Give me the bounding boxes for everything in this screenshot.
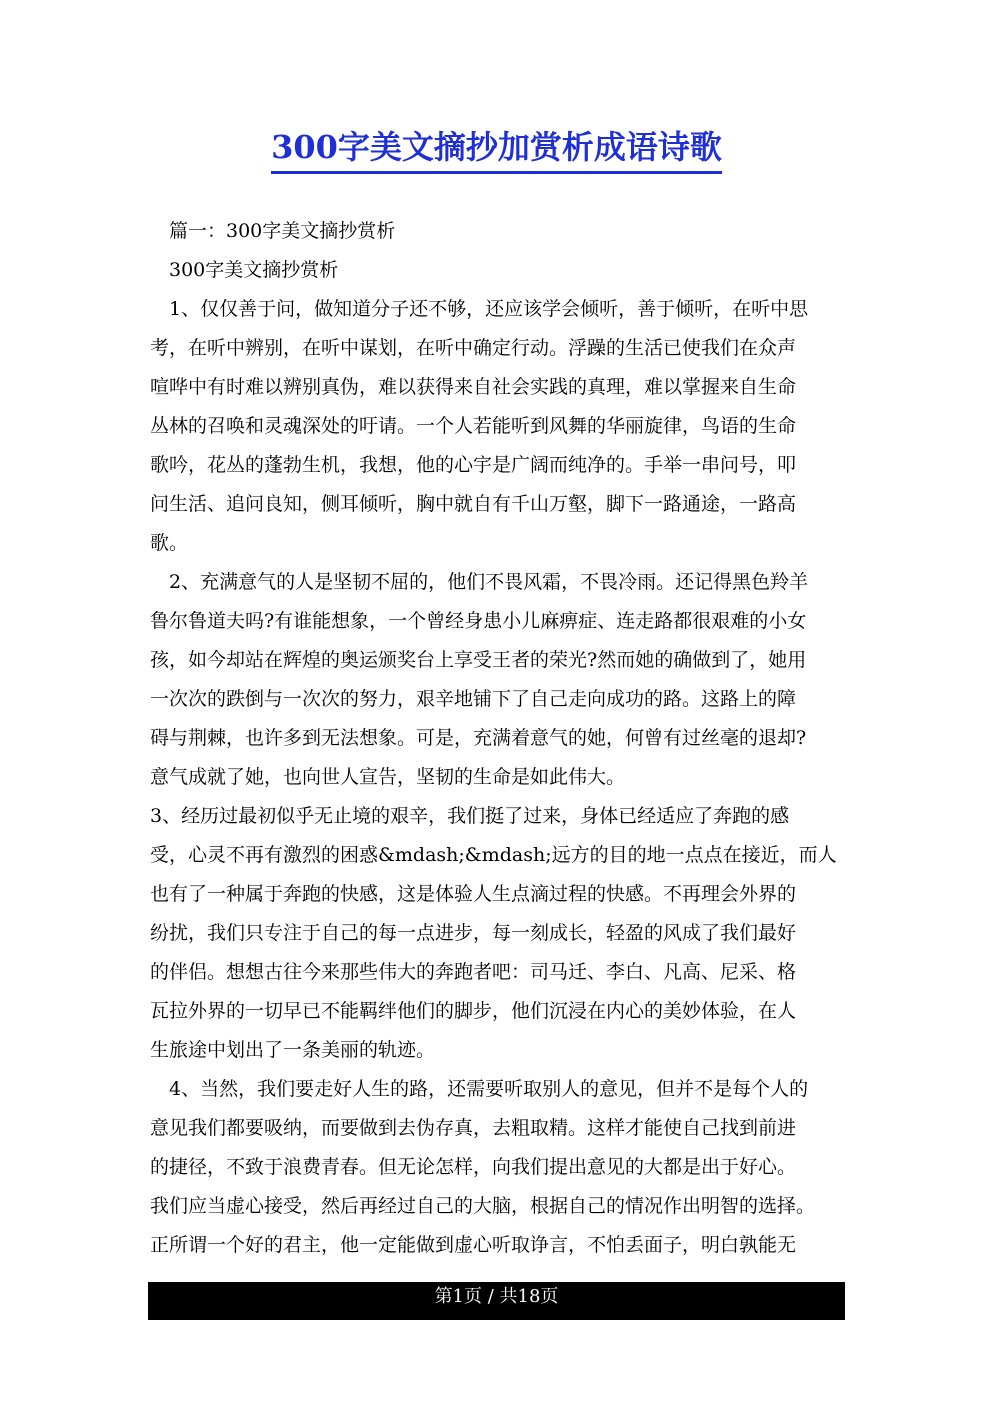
- body-line: 歌吟，花丛的蓬勃生机，我想，他的心宇是广阔而纯净的。手举一串问号，叩: [150, 454, 797, 476]
- body-line: 篇一：300字美文摘抄赏析: [150, 220, 396, 242]
- body-line: 喧哗中有时难以辨别真伪，难以获得来自社会实践的真理，难以掌握来自生命: [150, 376, 797, 398]
- body-line: 生旅途中划出了一条美丽的轨迹。: [150, 1039, 436, 1061]
- body-line: 歌。: [150, 532, 189, 554]
- body-line: 丛林的召唤和灵魂深处的吁请。一个人若能听到风舞的华丽旋律，鸟语的生命: [150, 415, 797, 437]
- body-line: 瓦拉外界的一切早已不能羁绊他们的脚步，他们沉浸在内心的美妙体验，在人: [150, 1000, 797, 1022]
- body-line: 4、当然，我们要走好人生的路，还需要听取别人的意见，但并不是每个人的: [150, 1078, 809, 1100]
- page-number: 第1页 / 共18页: [434, 1286, 559, 1307]
- body-line: 考，在听中辨别，在听中谋划，在听中确定行动。浮躁的生活已使我们在众声: [150, 337, 797, 359]
- body-line: 的伴侣。想想古往今来那些伟大的奔跑者吧：司马迁、李白、凡高、尼采、格: [150, 961, 797, 983]
- body-line: 我们应当虚心接受，然后再经过自己的大脑，根据自己的情况作出明智的选择。: [150, 1195, 816, 1217]
- document-body: [150, 212, 844, 1265]
- body-line: 意气成就了她，也向世人宣告，坚韧的生命是如此伟大。: [150, 766, 626, 788]
- body-line: 的捷径，不致于浪费青春。但无论怎样，向我们提出意见的大都是出于好心。: [150, 1156, 797, 1178]
- body-line: 碍与荆棘，也许多到无法想象。可是，充满着意气的她，何曾有过丝毫的退却?: [150, 727, 807, 749]
- body-line: 也有了一种属于奔跑的快感，这是体验人生点滴过程的快感。不再理会外界的: [150, 883, 797, 905]
- body-line: 1、仅仅善于问，做知道分子还不够，还应该学会倾听，善于倾听，在听中思: [150, 298, 809, 320]
- page-footer: [148, 1282, 845, 1320]
- body-line: 鲁尔鲁道夫吗?有谁能想象，一个曾经身患小儿麻痹症、连走路都很艰难的小女: [150, 610, 807, 632]
- body-line: 2、充满意气的人是坚韧不屈的，他们不畏风霜，不畏冷雨。还记得黑色羚羊: [150, 571, 809, 593]
- body-line: 3、经历过最初似乎无止境的艰辛，我们挺了过来，身体已经适应了奔跑的感: [150, 805, 790, 827]
- body-line: 意见我们都要吸纳，而要做到去伪存真，去粗取精。这样才能使自己找到前进: [150, 1117, 797, 1139]
- body-line: 问生活、追问良知，侧耳倾听，胸中就自有千山万壑，脚下一路通途，一路高: [150, 493, 797, 515]
- body-line: 正所谓一个好的君主，他一定能做到虚心听取诤言，不怕丢面子，明白孰能无: [150, 1234, 797, 1256]
- body-line: 300字美文摘抄赏析: [150, 259, 339, 281]
- body-line: 一次次的跌倒与一次次的努力，艰辛地铺下了自己走向成功的路。这路上的障: [150, 688, 797, 710]
- document-title-text: 300字美文摘抄加赏析成语诗歌: [271, 124, 722, 174]
- body-line: 纷扰，我们只专注于自己的每一点进步，每一刻成长，轻盈的风成了我们最好: [150, 922, 797, 944]
- body-line: 受，心灵不再有激烈的困惑&mdash;&mdash;远方的目的地一点点在接近，而人: [150, 844, 837, 866]
- document-title: [0, 124, 993, 174]
- body-line: 孩，如今却站在辉煌的奥运颁奖台上享受王者的荣光?然而她的确做到了，她用: [150, 649, 807, 671]
